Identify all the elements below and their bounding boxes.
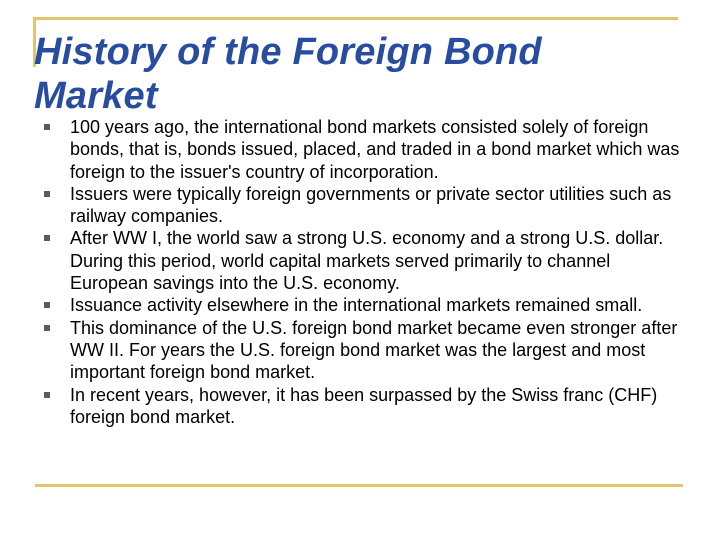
bullet-item — [44, 294, 684, 316]
top-rule — [35, 17, 678, 20]
slide-title: History of the Foreign Bond Market — [34, 31, 542, 117]
bullet-item — [44, 227, 684, 294]
square-bullet-icon — [44, 124, 50, 130]
bullet-text: This dominance of the U.S. foreign bond market became even stronger after WW II. For years the U.S. foreign bond market was the largest and most important foreign bond market. — [70, 317, 678, 383]
bullet-text: 100 years ago, the international bond markets consisted solely of foreign bonds, that is, bonds issued, placed, and traded in a bond market which was foreign to the issuer's country of incorporation. — [70, 117, 680, 182]
bullet-item — [44, 116, 684, 183]
bullet-item — [44, 317, 684, 384]
square-bullet-icon — [44, 191, 50, 197]
bullet-text: Issuers were typically foreign governments or private sector utilities such as railway companies. — [70, 183, 672, 227]
bullet-text: In recent years, however, it has been surpassed by the Swiss franc (CHF) foreign bond market. — [70, 384, 658, 427]
square-bullet-icon — [44, 235, 50, 241]
bullet-list — [44, 116, 684, 428]
square-bullet-icon — [44, 302, 50, 308]
bullet-item — [44, 183, 684, 228]
bottom-rule — [35, 484, 683, 487]
square-bullet-icon — [44, 325, 50, 331]
bullet-text: Issuance activity elsewhere in the international markets remained small. — [70, 295, 643, 316]
bullet-text: After WW I, the world saw a strong U.S. economy and a strong U.S. dollar. During this period, world capital markets served primarily to channel European savings into the U.S. economy. — [70, 228, 664, 294]
square-bullet-icon — [44, 392, 50, 398]
bullet-item — [44, 384, 684, 429]
